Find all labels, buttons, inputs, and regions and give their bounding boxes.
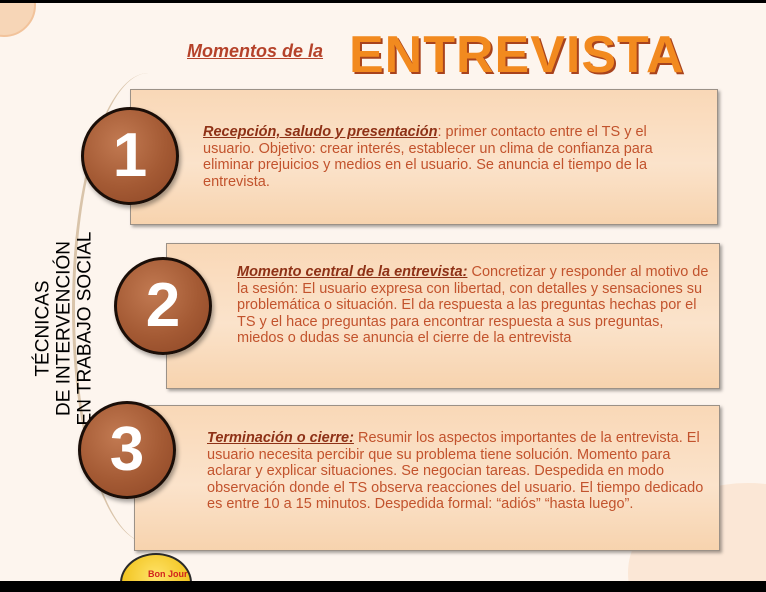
step-number: 2 <box>145 271 181 340</box>
step-text: Resumir los aspectos importantes de la entrevista. El usuario necesita percibir que su problema tiene solución. Momento para aclarar y explicar situaciones. Se negocian tareas. Despedida en modo observación donde el TS observa reacciones del usuario. El tiempo dedicado es entre 10 a 15 minutos. Despedida formal: “adiós” “hasta luego”. <box>207 430 704 512</box>
step-card-2 <box>166 243 720 389</box>
step-heading: Recepción, saludo y presentación <box>203 124 438 140</box>
side-label-line: TÉCNICAS <box>32 279 54 377</box>
step-card-1 <box>130 89 718 225</box>
side-label <box>28 223 100 433</box>
title-main: ENTREVISTA <box>349 26 685 84</box>
brand-logo-text: Bon Jour <box>148 569 188 579</box>
step-text: : primer contacto entre el TS y el usuario. Objetivo: crear interés, establecer un clima de confianza para eliminar prejuicios y medios en el usuario. Se anuncia el tiempo de la entrevista. <box>203 124 653 190</box>
step-number-badge <box>78 401 176 499</box>
corner-decoration <box>0 3 36 37</box>
step-heading: Momento central de la entrevista: <box>237 264 468 280</box>
step-text: Concretizar y responder al motivo de la sesión: El usuario expresa con libertad, con detalles y sensaciones su problemática o situación. El da respuesta a las preguntas hechas por el TS y el hace preguntas para encontrar respuesta a sus preguntas, miedos o dudas se anuncia el cierre de la entrevista <box>237 264 709 346</box>
step-heading: Terminación o cierre: <box>207 430 354 446</box>
step-number-badge <box>114 257 212 355</box>
slide <box>0 3 766 581</box>
step-number: 1 <box>112 121 148 190</box>
side-label-line: EN TRABAJO SOCIAL <box>74 231 96 425</box>
step-number-badge <box>81 107 179 205</box>
step-number: 3 <box>109 415 145 484</box>
title-prefix: Momentos de la <box>187 41 324 61</box>
step-card-3 <box>134 405 720 551</box>
side-label-line: DE INTERVENCIÓN <box>53 240 75 416</box>
